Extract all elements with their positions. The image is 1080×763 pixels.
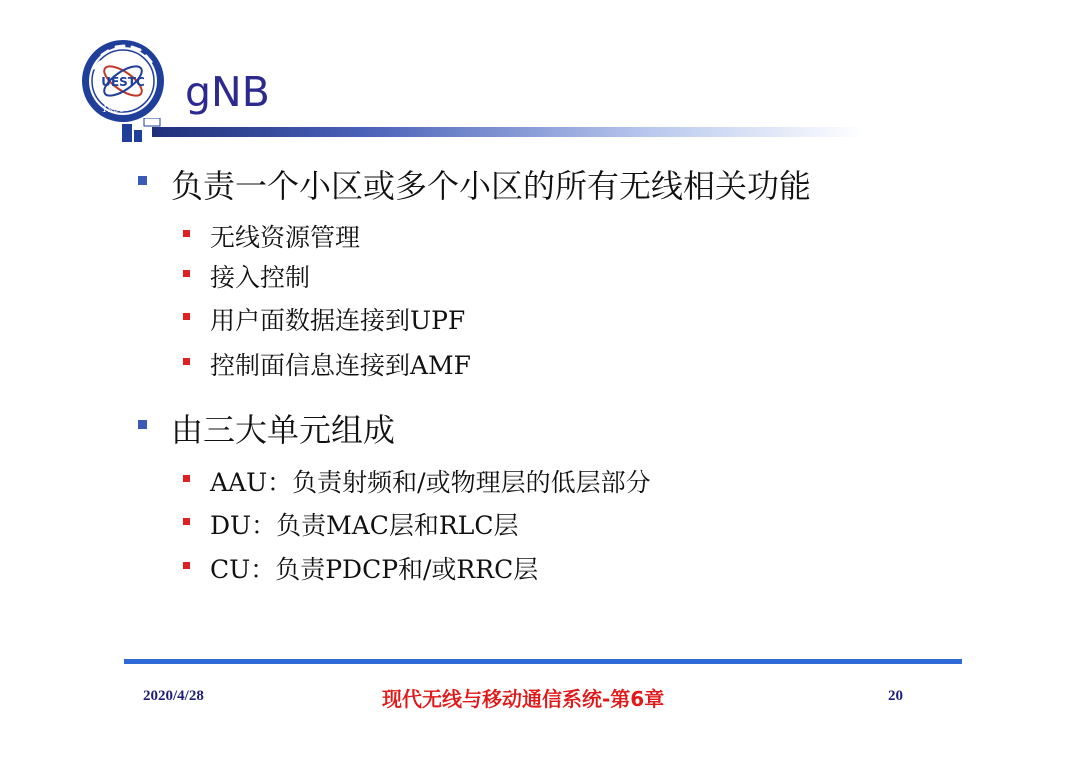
logo-year: 1956: [102, 105, 125, 115]
red-bullet-icon: [183, 518, 190, 525]
bullet-item-level2: [210, 258, 310, 294]
red-bullet-icon: [183, 562, 190, 569]
blue-bullet-icon: [138, 176, 147, 185]
bullet-text: 用户面数据连接到UPF: [210, 306, 466, 335]
logo-text: UESTC: [101, 75, 145, 89]
footer-course-title: 现代无线与移动通信系统-第6章: [382, 687, 665, 711]
red-bullet-icon: [183, 230, 190, 237]
bullet-text: DU：负责MAC层和RLC层: [210, 511, 519, 540]
bullet-text: CU：负责PDCP和/或RRC层: [210, 555, 539, 584]
bullet-text: AAU：负责射频和/或物理层的低层部分: [210, 468, 651, 497]
bullet-text: 由三大单元组成: [171, 411, 396, 449]
bullet-item-level2: [210, 301, 465, 337]
bullet-text: 接入控制: [210, 263, 311, 292]
red-bullet-icon: [183, 313, 190, 320]
bullet-item-level2: [210, 346, 471, 382]
footer-divider: [124, 659, 962, 664]
bullet-item-level1: [171, 161, 811, 207]
red-bullet-icon: [183, 270, 190, 277]
bullet-text: 负责一个小区或多个小区的所有无线相关功能: [171, 167, 812, 205]
bullet-text: 无线资源管理: [210, 223, 361, 252]
bullet-item-level1: [171, 405, 395, 451]
red-bullet-icon: [183, 358, 190, 365]
bullet-item-level2: [210, 463, 651, 499]
blue-bullet-icon: [138, 420, 147, 429]
bullet-text: 控制面信息连接到AMF: [210, 351, 471, 380]
slide-title: gNB: [185, 68, 270, 116]
red-bullet-icon: [183, 475, 190, 482]
page-number: 20: [888, 688, 903, 704]
bullet-item-level2: [210, 550, 538, 586]
footer-date: 2020/4/28: [143, 688, 204, 704]
bullet-item-level2: [210, 506, 518, 542]
bullet-item-level2: [210, 218, 360, 254]
